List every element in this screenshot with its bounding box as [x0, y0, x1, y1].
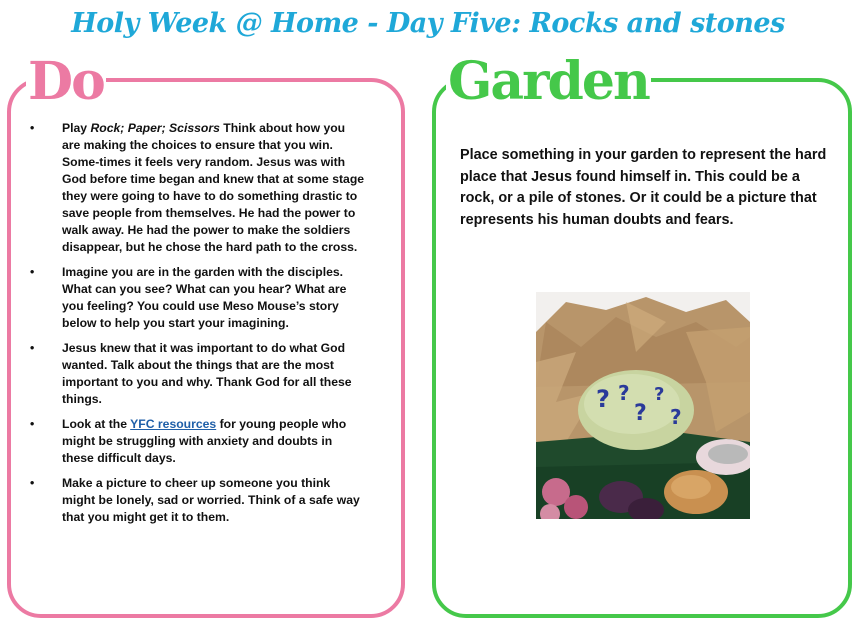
bullet-icon: •	[30, 417, 35, 431]
garden-instructions: Place something in your garden to represent the hard place that Jesus found himself in. This could be a rock, or a pile of stones. Or it could be a picture that represents his human doubts and fears.	[460, 147, 827, 228]
svg-text:?: ?	[634, 401, 647, 426]
game-name: Rock; Paper; Scissors	[90, 121, 220, 135]
list-item: • Imagine you are in the garden with the disciples. What can you see? What can you hear? What are you feeling? You could use Meso Mouse’s story below to help you start your imagining.	[30, 265, 347, 330]
bullet-icon: •	[30, 265, 35, 279]
bullet-icon: •	[30, 121, 35, 135]
bullet-icon: •	[30, 341, 35, 355]
svg-text:?: ?	[618, 381, 630, 405]
rock-photo	[536, 292, 750, 519]
list-item: • Make a picture to cheer up someone you think might be lonely, sad or worried. Think of a safe way that you might get it to them.	[30, 476, 360, 524]
svg-text:?: ?	[596, 385, 610, 413]
page-title: Holy Week @ Home - Day Five: Rocks and stones	[71, 8, 785, 39]
svg-text:?: ?	[654, 384, 665, 405]
list-item: • Jesus knew that it was important to do what God wanted. Talk about the things that are the most important to you and why. Thank God for all these things.	[30, 341, 352, 406]
list-item: • Play Rock; Paper; Scissors Think about how you are making the choices to ensure that you win. Some-times it feels very random. Jesus was with God before time began and knew that at some stage they were going to have to do something drastic to save people from themselves. He had the power to walk away. He had the power to make the soldiers disappear, but he chose the hard path to the cross.	[30, 121, 365, 254]
bullet-icon: •	[30, 476, 35, 490]
list-item: • Look at the YFC resources for young people who might be struggling with anxiety and doubts in these difficult days.	[30, 417, 347, 465]
do-list	[26, 120, 366, 534]
garden-heading: Garden	[448, 51, 649, 112]
do-heading: Do	[28, 51, 104, 112]
svg-text:?: ?	[670, 405, 682, 429]
yfc-resources-link[interactable]: YFC resources	[130, 417, 217, 431]
